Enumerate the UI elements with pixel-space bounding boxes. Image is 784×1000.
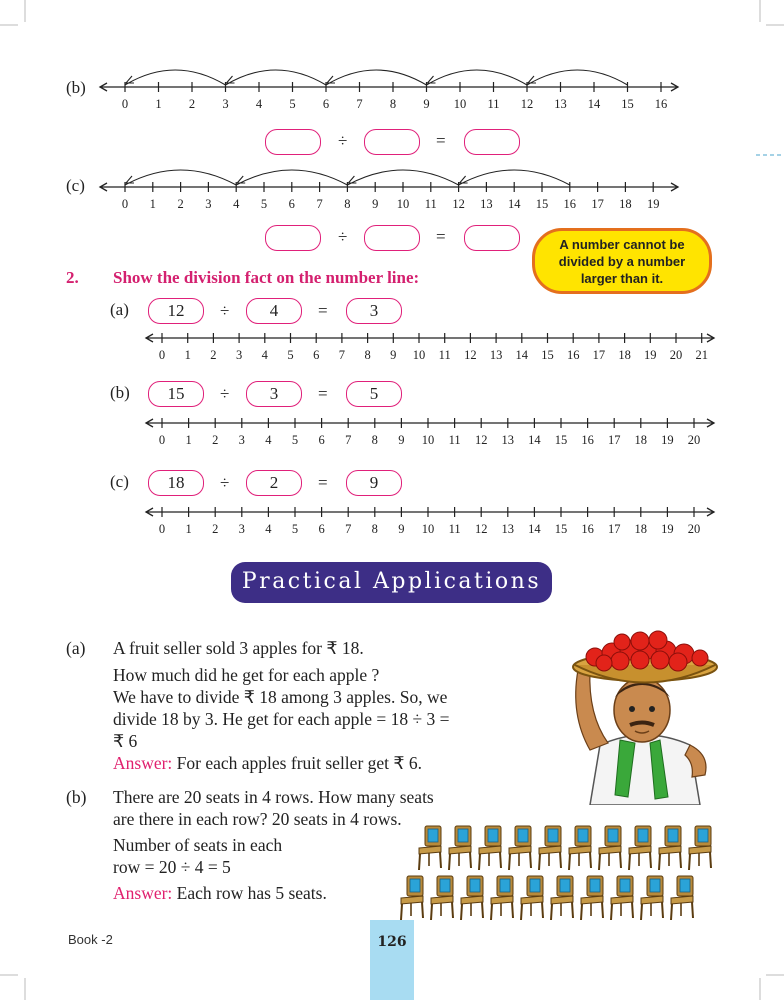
tick-label: 20: [687, 522, 701, 536]
book-label: Book -2: [68, 932, 113, 947]
tick-label: 11: [438, 348, 451, 362]
tick-label: 5: [260, 197, 268, 211]
app-b-answer-label: Answer:: [113, 883, 173, 903]
callout-line-1: A number cannot be: [559, 237, 685, 252]
tick-label: 5: [291, 522, 299, 536]
tick-label: 10: [421, 522, 435, 536]
jump-arc: [125, 70, 226, 85]
answer-box-b-divisor[interactable]: [364, 129, 420, 155]
tick-label: 0: [158, 433, 166, 447]
tick-label: 10: [453, 97, 467, 111]
tick-label: 1: [184, 348, 191, 362]
tick-label: 14: [528, 522, 541, 536]
chair-icon: [671, 876, 693, 920]
equals-sign: =: [436, 131, 446, 150]
fruit-seller-illustration: [560, 625, 730, 805]
tick-label: 12: [452, 197, 465, 211]
tick-label: 0: [121, 97, 129, 111]
tick-label: 10: [396, 197, 410, 211]
tick-label: 20: [669, 348, 683, 362]
q2a-divisor-box[interactable]: 4: [246, 298, 302, 324]
tick-label: 3: [235, 348, 243, 362]
tick-label: 4: [233, 197, 240, 211]
app-a-text: [113, 637, 553, 774]
answer-box-c-quotient[interactable]: [464, 225, 520, 251]
chair-icon: [449, 826, 471, 870]
tick-label: 12: [464, 348, 477, 362]
tick-label: 3: [238, 522, 245, 536]
tick-label: 13: [554, 97, 567, 111]
tick-label: 15: [554, 433, 568, 447]
tick-label: 13: [501, 433, 515, 447]
tick-label: 3: [205, 197, 212, 211]
tick-label: 8: [371, 522, 378, 536]
tick-label: 18: [634, 522, 648, 536]
page-number: 126: [377, 934, 407, 950]
chair-icon: [521, 876, 543, 920]
divide-sign: ÷: [338, 227, 348, 246]
tick-label: 2: [188, 97, 196, 111]
q2c-divisor-box[interactable]: 2: [246, 470, 302, 496]
app-b-line-1: There are 20 seats in 4 rows. How many seats: [113, 787, 434, 807]
tick-label: 15: [621, 97, 634, 111]
tick-label: 15: [554, 522, 568, 536]
tick-label: 8: [344, 197, 351, 211]
tick-label: 15: [541, 348, 554, 362]
divide-sign: ÷: [220, 301, 230, 320]
tick-label: 11: [424, 197, 437, 211]
chair-icon: [509, 826, 531, 870]
tick-label: 9: [398, 522, 405, 536]
q2c-dividend-box[interactable]: 18: [148, 470, 204, 496]
tick-label: 2: [212, 522, 219, 536]
tick-label: 9: [372, 197, 379, 211]
app-b-label: (b): [66, 787, 87, 807]
tick-label: 20: [687, 433, 701, 447]
tick-label: 18: [619, 197, 632, 211]
question-2-title: Show the division fact on the number line:: [113, 268, 420, 287]
answer-box-b-dividend[interactable]: [265, 129, 321, 155]
chair-icon: [551, 876, 573, 920]
tick-label: 16: [566, 348, 580, 362]
equals-sign: =: [436, 227, 446, 246]
tick-label: 13: [480, 197, 493, 211]
tick-label: 16: [581, 522, 594, 536]
tick-label: 8: [389, 97, 397, 111]
tick-label: 16: [654, 97, 668, 111]
chair-icon: [539, 826, 561, 870]
tick-label: 14: [587, 97, 601, 111]
tick-label: 10: [421, 433, 435, 447]
tick-label: 16: [563, 197, 577, 211]
tick-label: 18: [618, 348, 631, 362]
q2-part-b-label: (b): [110, 383, 130, 402]
rule-callout: [532, 228, 712, 294]
jump-arc: [226, 70, 327, 85]
app-b-line-3: Number of seats in each: [113, 835, 283, 855]
tick-label: 6: [288, 197, 295, 211]
page-number-tab: [370, 920, 414, 1000]
tick-label: 5: [291, 433, 299, 447]
tick-label: 14: [528, 433, 541, 447]
tick-label: 0: [121, 197, 129, 211]
chair-icon: [581, 876, 603, 920]
tick-label: 8: [371, 433, 378, 447]
tick-label: 1: [149, 197, 156, 211]
q2-part-c-label: (c): [110, 472, 129, 491]
tick-label: 11: [487, 97, 500, 111]
tick-label: 21: [695, 348, 708, 362]
chair-icon: [569, 826, 591, 870]
tick-label: 9: [390, 348, 397, 362]
number-line-2b: [0, 413, 784, 453]
divide-sign: ÷: [220, 473, 230, 492]
tick-label: 19: [661, 522, 674, 536]
answer-box-b-quotient[interactable]: [464, 129, 520, 155]
jump-arc: [527, 70, 628, 85]
tick-label: 16: [581, 433, 594, 447]
chair-icon: [641, 876, 663, 920]
tick-label: 17: [607, 522, 621, 536]
tick-label: 13: [501, 522, 515, 536]
tick-label: 6: [318, 522, 325, 536]
tick-label: 1: [155, 97, 162, 111]
tick-label: 0: [158, 522, 166, 536]
tick-label: 11: [448, 433, 461, 447]
tick-label: 7: [345, 522, 352, 536]
tick-label: 2: [210, 348, 217, 362]
equals-sign: =: [318, 384, 328, 403]
tick-label: 9: [398, 433, 405, 447]
chair-icon: [419, 826, 441, 870]
chair-icon: [689, 826, 711, 870]
tick-label: 13: [489, 348, 503, 362]
tick-label: 14: [515, 348, 529, 362]
equals-sign: =: [318, 301, 328, 320]
app-a-line-5: ₹ 6: [113, 731, 138, 751]
q2b-divisor-box[interactable]: 3: [246, 381, 302, 407]
tick-label: 7: [345, 433, 352, 447]
app-b-answer-text: Each row has 5 seats.: [172, 883, 327, 903]
tick-label: 6: [322, 97, 330, 111]
chairs-illustration: [395, 822, 725, 932]
chair-icon: [659, 826, 681, 870]
chair-icon: [479, 826, 501, 870]
app-a-line-3: We have to divide ₹ 18 among 3 apples. So, we: [113, 687, 448, 707]
question-2-number: 2.: [66, 268, 79, 287]
number-line-2a: [0, 328, 784, 368]
app-a-label: (a): [66, 638, 86, 658]
tick-label: 9: [423, 97, 430, 111]
tick-label: 3: [238, 433, 245, 447]
tick-label: 7: [338, 348, 346, 362]
tick-label: 17: [607, 433, 621, 447]
chair-icon: [431, 876, 453, 920]
tick-label: 14: [507, 197, 521, 211]
chair-icon: [401, 876, 423, 920]
tick-label: 12: [520, 97, 534, 111]
tick-label: 17: [591, 197, 604, 211]
app-a-answer-label: Answer:: [113, 753, 173, 773]
tick-label: 6: [318, 433, 325, 447]
tick-label: 19: [661, 433, 674, 447]
tick-label: 1: [185, 522, 192, 536]
part-c-label: (c): [66, 176, 85, 195]
tick-label: 18: [634, 433, 648, 447]
tick-label: 7: [356, 97, 363, 111]
app-a-line-4: divide 18 by 3. He get for each apple = 18 ÷ 3 =: [113, 709, 450, 729]
tick-label: 3: [222, 97, 229, 111]
jump-arc: [326, 70, 427, 85]
tick-label: 11: [448, 522, 461, 536]
chair-icon: [461, 876, 483, 920]
callout-line-3: larger than it.: [580, 271, 664, 286]
divide-sign: ÷: [338, 131, 348, 150]
tick-label: 5: [289, 97, 296, 111]
answer-box-c-dividend[interactable]: [265, 225, 321, 251]
q2c-quotient-box[interactable]: 9: [346, 470, 402, 496]
tick-label: 5: [287, 348, 294, 362]
q2-part-a-label: (a): [110, 300, 129, 319]
tick-label: 4: [265, 522, 272, 536]
tick-label: 4: [261, 348, 268, 362]
app-a-line-1: A fruit seller sold 3 apples for ₹ 18.: [113, 638, 364, 658]
tick-label: 19: [646, 197, 660, 211]
q2a-dividend-box[interactable]: 12: [148, 298, 204, 324]
jump-arc: [427, 70, 528, 85]
tick-label: 12: [474, 433, 488, 447]
number-line-b: [0, 55, 784, 120]
tick-label: 2: [177, 197, 184, 211]
app-b-line-4: row = 20 ÷ 4 = 5: [113, 857, 231, 877]
tick-label: 1: [185, 433, 192, 447]
answer-box-c-divisor[interactable]: [364, 225, 420, 251]
tick-label: 15: [535, 197, 549, 211]
callout-line-2: divided by a number: [558, 254, 686, 269]
practical-applications-banner: Practical Applications: [231, 562, 552, 603]
divide-sign: ÷: [220, 384, 230, 403]
tick-label: 8: [364, 348, 371, 362]
tick-label: 2: [212, 433, 219, 447]
tick-label: 12: [474, 522, 488, 536]
app-a-answer-text: For each apples fruit seller get ₹ 6.: [172, 753, 423, 773]
tick-label: 6: [313, 348, 320, 362]
tick-label: 19: [644, 348, 657, 362]
equals-sign: =: [318, 473, 328, 492]
tick-label: 7: [316, 197, 323, 211]
tick-label: 4: [255, 97, 263, 111]
q2a-quotient-box[interactable]: 3: [346, 298, 402, 324]
tick-label: 0: [158, 348, 166, 362]
chair-icon: [629, 826, 651, 870]
chair-icon: [599, 826, 621, 870]
q2b-dividend-box[interactable]: 15: [148, 381, 204, 407]
number-line-2c: [0, 502, 784, 542]
q2b-quotient-box[interactable]: 5: [346, 381, 402, 407]
tick-label: 10: [412, 348, 426, 362]
app-a-line-2: How much did he get for each apple ?: [113, 665, 380, 685]
part-b-label: (b): [66, 78, 86, 97]
chair-icon: [491, 876, 513, 920]
app-b-line-2: are there in each row? 20 seats in 4 rows.: [113, 809, 402, 829]
number-line-c: [0, 155, 784, 217]
chair-icon: [611, 876, 633, 920]
tick-label: 17: [592, 348, 606, 362]
tick-label: 4: [265, 433, 272, 447]
